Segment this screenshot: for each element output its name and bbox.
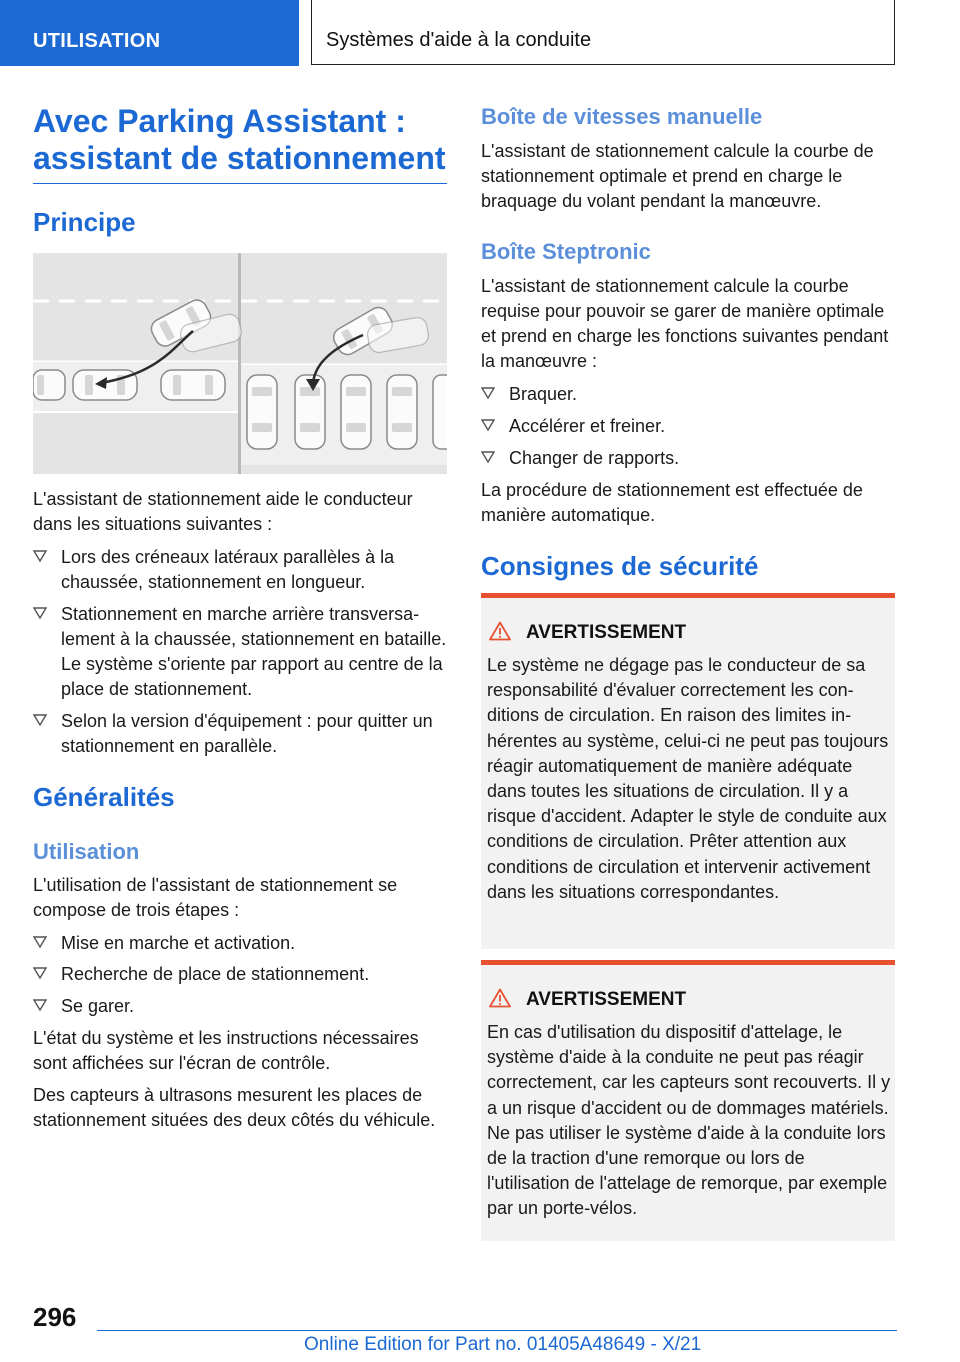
- list-item: Accélérer et freiner.: [481, 414, 895, 439]
- chapter-title: Systèmes d'aide à la conduite: [326, 29, 592, 51]
- title-rule: [33, 183, 447, 184]
- steptronic-heading: Boîte Steptronic: [481, 239, 651, 264]
- triangle-bullet-icon: [481, 386, 495, 400]
- list-item: Recherche de place de stationnement.: [33, 962, 447, 987]
- warning-bar: [481, 960, 895, 965]
- page-title-line1: Avec Parking Assistant :: [33, 103, 406, 139]
- page-title: [33, 103, 446, 177]
- parking-illustration: [33, 253, 447, 474]
- triangle-bullet-icon: [33, 713, 47, 727]
- warning-triangle-icon: [489, 621, 511, 641]
- manuelle-text: L'assistant de stationnement calcule la courbe de stationnement optimale et prend en charge le braquage du volant pendant la manœuvre.: [481, 141, 874, 211]
- triangle-bullet-icon: [481, 450, 495, 464]
- footer-rule: [97, 1330, 897, 1331]
- page-number: 296: [33, 1302, 77, 1332]
- warning-title: AVERTISSEMENT: [526, 989, 687, 1010]
- triangle-bullet-icon: [33, 549, 47, 563]
- warning-text: Le système ne dégage pas le conducteur de sa responsabilité d'évaluer correctement les conditions de circulation. En raison des limites inhérentes au système, celui-ci ne peut pas toujours réagir automatiquement de manière adéquate dans toutes les situations de circulation. Il y a risque d'accident. Adapter le style de conduite aux conditions de circulation. Prêter attention aux conditions de circulation et intervenir activement dans les situations correspondantes.: [487, 655, 889, 902]
- list-item: Stationnement en marche arrière transversalement à la chaussée, stationnement en bataille. Le système s'oriente par rapport au centre de la place de stationnement.: [33, 602, 447, 702]
- triangle-bullet-icon: [33, 935, 47, 949]
- list-item: Changer de rapports.: [481, 446, 895, 471]
- list-item: Se garer.: [33, 994, 447, 1019]
- list-item: Mise en marche et activation.: [33, 931, 447, 956]
- triangle-bullet-icon: [481, 418, 495, 432]
- steptronic-text: L'assistant de stationnement calcule la courbe requise pour pouvoir se garer de manière optimale et prend en charge les fonctions suivantes pendant la manœuvre :: [481, 276, 889, 371]
- parking-diagram: [33, 253, 447, 474]
- list-item: Lors des créneaux latéraux parallèles à la chaussée, stationnement en longueur.: [33, 545, 447, 595]
- warning-bar: [481, 593, 895, 598]
- warning-text: En cas d'utilisation du dispositif d'attelage, le système d'aide à la conduite ne peut pas réagir correctement, car les capteurs sont recouverts. Il y a un risque d'accident ou de dommages matériels. Ne pas utiliser le système d'aide à la conduite lors de la traction d'une remorque ou lors de l'utilisation de l'attelage de remorque, par exemple par un porte-vélos.: [487, 1022, 891, 1219]
- section-label: UTILISATION: [33, 30, 161, 52]
- etat-paragraph: L'état du système et les instructions nécessaires sont affichées sur l'écran de contrôle.: [33, 1028, 419, 1073]
- consignes-heading: Consignes de sécurité: [481, 551, 759, 581]
- procedure-text: La procédure de stationnement est effectuée de manière automatique.: [481, 480, 863, 525]
- capteurs-paragraph: Des capteurs à ultrasons mesurent les places de stationnement situées des deux côtés du véhicule.: [33, 1085, 436, 1130]
- triangle-bullet-icon: [33, 998, 47, 1012]
- utilisation-intro: L'utilisation de l'assistant de stationnement se compose de trois étapes :: [33, 875, 398, 920]
- edition-text: Online Edition for Part no. 01405A48649 - X/21: [304, 1334, 702, 1355]
- principe-heading: Principe: [33, 207, 136, 237]
- list-item: Braquer.: [481, 382, 895, 407]
- warning-box: [481, 593, 895, 949]
- triangle-bullet-icon: [33, 606, 47, 620]
- warning-title: AVERTISSEMENT: [526, 622, 687, 643]
- warning-box: [481, 960, 895, 1241]
- warning-triangle-icon: [489, 988, 511, 1008]
- triangle-bullet-icon: [33, 966, 47, 980]
- chapter-tab: [311, 0, 895, 65]
- list-item: Selon la version d'équipement : pour quitter un stationnement en parallèle.: [33, 709, 447, 759]
- page-title-line2: assistant de stationnement: [33, 140, 446, 176]
- section-tab: [0, 0, 299, 66]
- manuelle-heading: Boîte de vitesses manuelle: [481, 104, 763, 129]
- principe-intro: L'assistant de stationnement aide le conducteur dans les situations suivantes :: [33, 489, 413, 534]
- generalites-heading: Généralités: [33, 782, 175, 812]
- utilisation-heading: Utilisation: [33, 839, 140, 864]
